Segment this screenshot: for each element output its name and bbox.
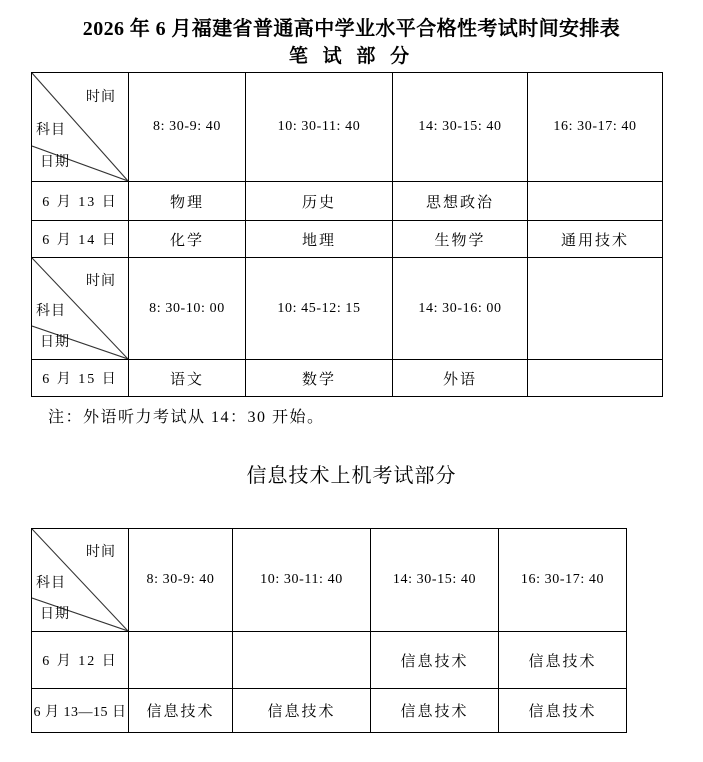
table-row: [32, 182, 663, 221]
corner-header-cell-2: [32, 258, 129, 360]
footnote: 注：外语听力考试从 14：30 开始。: [48, 409, 325, 426]
corner-label-subject: 科目: [36, 122, 66, 138]
subject-cell: 信息技术: [371, 689, 499, 733]
time-slot-cell: 10: 45-12: 15: [246, 258, 393, 360]
subject-cell: 历史: [246, 182, 393, 221]
time-slot-cell: 10: 30-11: 40: [246, 73, 393, 182]
corner-label-time: 时间: [86, 545, 116, 561]
corner-label-subject: 科目: [36, 575, 66, 591]
time-slot-cell: 8: 30-9: 40: [129, 529, 233, 632]
subject-cell: 化学: [129, 221, 246, 258]
subject-cell: [129, 632, 233, 689]
time-slot-cell: 14: 30-15: 40: [393, 73, 528, 182]
section-title-written-exam: 笔 试 部 分: [288, 46, 415, 67]
subject-cell: 信息技术: [499, 689, 627, 733]
date-cell: 6 月 15 日: [32, 360, 129, 397]
subject-cell: 物理: [129, 182, 246, 221]
subject-cell: 生物学: [393, 221, 528, 258]
subject-cell: 数学: [246, 360, 393, 397]
table-row: [32, 360, 663, 397]
subject-cell: 信息技术: [371, 632, 499, 689]
corner-label-subject: 科目: [36, 304, 66, 320]
corner-label-time: 时间: [86, 274, 116, 290]
corner-label-time: 时间: [86, 90, 116, 106]
table-header-row: [32, 529, 627, 632]
table-header-row: [32, 73, 663, 182]
corner-label-date: 日期: [40, 155, 70, 171]
date-cell: 6 月 14 日: [32, 221, 129, 258]
subject-cell: 通用技术: [528, 221, 663, 258]
subject-cell: 信息技术: [233, 689, 371, 733]
subject-cell: [233, 632, 371, 689]
subject-cell: 思想政治: [393, 182, 528, 221]
section-title-computer-exam: 信息技术上机考试部分: [246, 463, 457, 487]
subject-cell: [528, 182, 663, 221]
computer-exam-table: [31, 528, 627, 733]
time-slot-cell: 10: 30-11: 40: [233, 529, 371, 632]
time-slot-cell: 16: 30-17: 40: [528, 73, 663, 182]
subject-cell: [528, 360, 663, 397]
corner-label-date: 日期: [40, 606, 70, 622]
corner-label-date: 日期: [40, 334, 70, 350]
table-row: [32, 689, 627, 733]
time-slot-cell: 8: 30-9: 40: [129, 73, 246, 182]
subject-cell: 信息技术: [499, 632, 627, 689]
time-slot-cell: 14: 30-16: 00: [393, 258, 528, 360]
time-slot-cell: 14: 30-15: 40: [371, 529, 499, 632]
time-slot-cell: [528, 258, 663, 360]
time-slot-cell: 8: 30-10: 00: [129, 258, 246, 360]
written-exam-table: [31, 72, 663, 397]
table-row: [32, 632, 627, 689]
time-slot-cell: 16: 30-17: 40: [499, 529, 627, 632]
subject-cell: 语文: [129, 360, 246, 397]
table-header-row: [32, 258, 663, 360]
page-title: 2026 年 6 月福建省普通高中学业水平合格性考试时间安排表: [82, 18, 621, 40]
date-cell: 6 月 12 日: [32, 632, 129, 689]
date-cell: 6 月 13 日: [32, 182, 129, 221]
corner-header-cell-3: [32, 529, 129, 632]
table-row: [32, 221, 663, 258]
subject-cell: 地理: [246, 221, 393, 258]
corner-header-cell-1: [32, 73, 129, 182]
date-cell: 6 月 13—15 日: [32, 689, 129, 733]
subject-cell: 外语: [393, 360, 528, 397]
subject-cell: 信息技术: [129, 689, 233, 733]
